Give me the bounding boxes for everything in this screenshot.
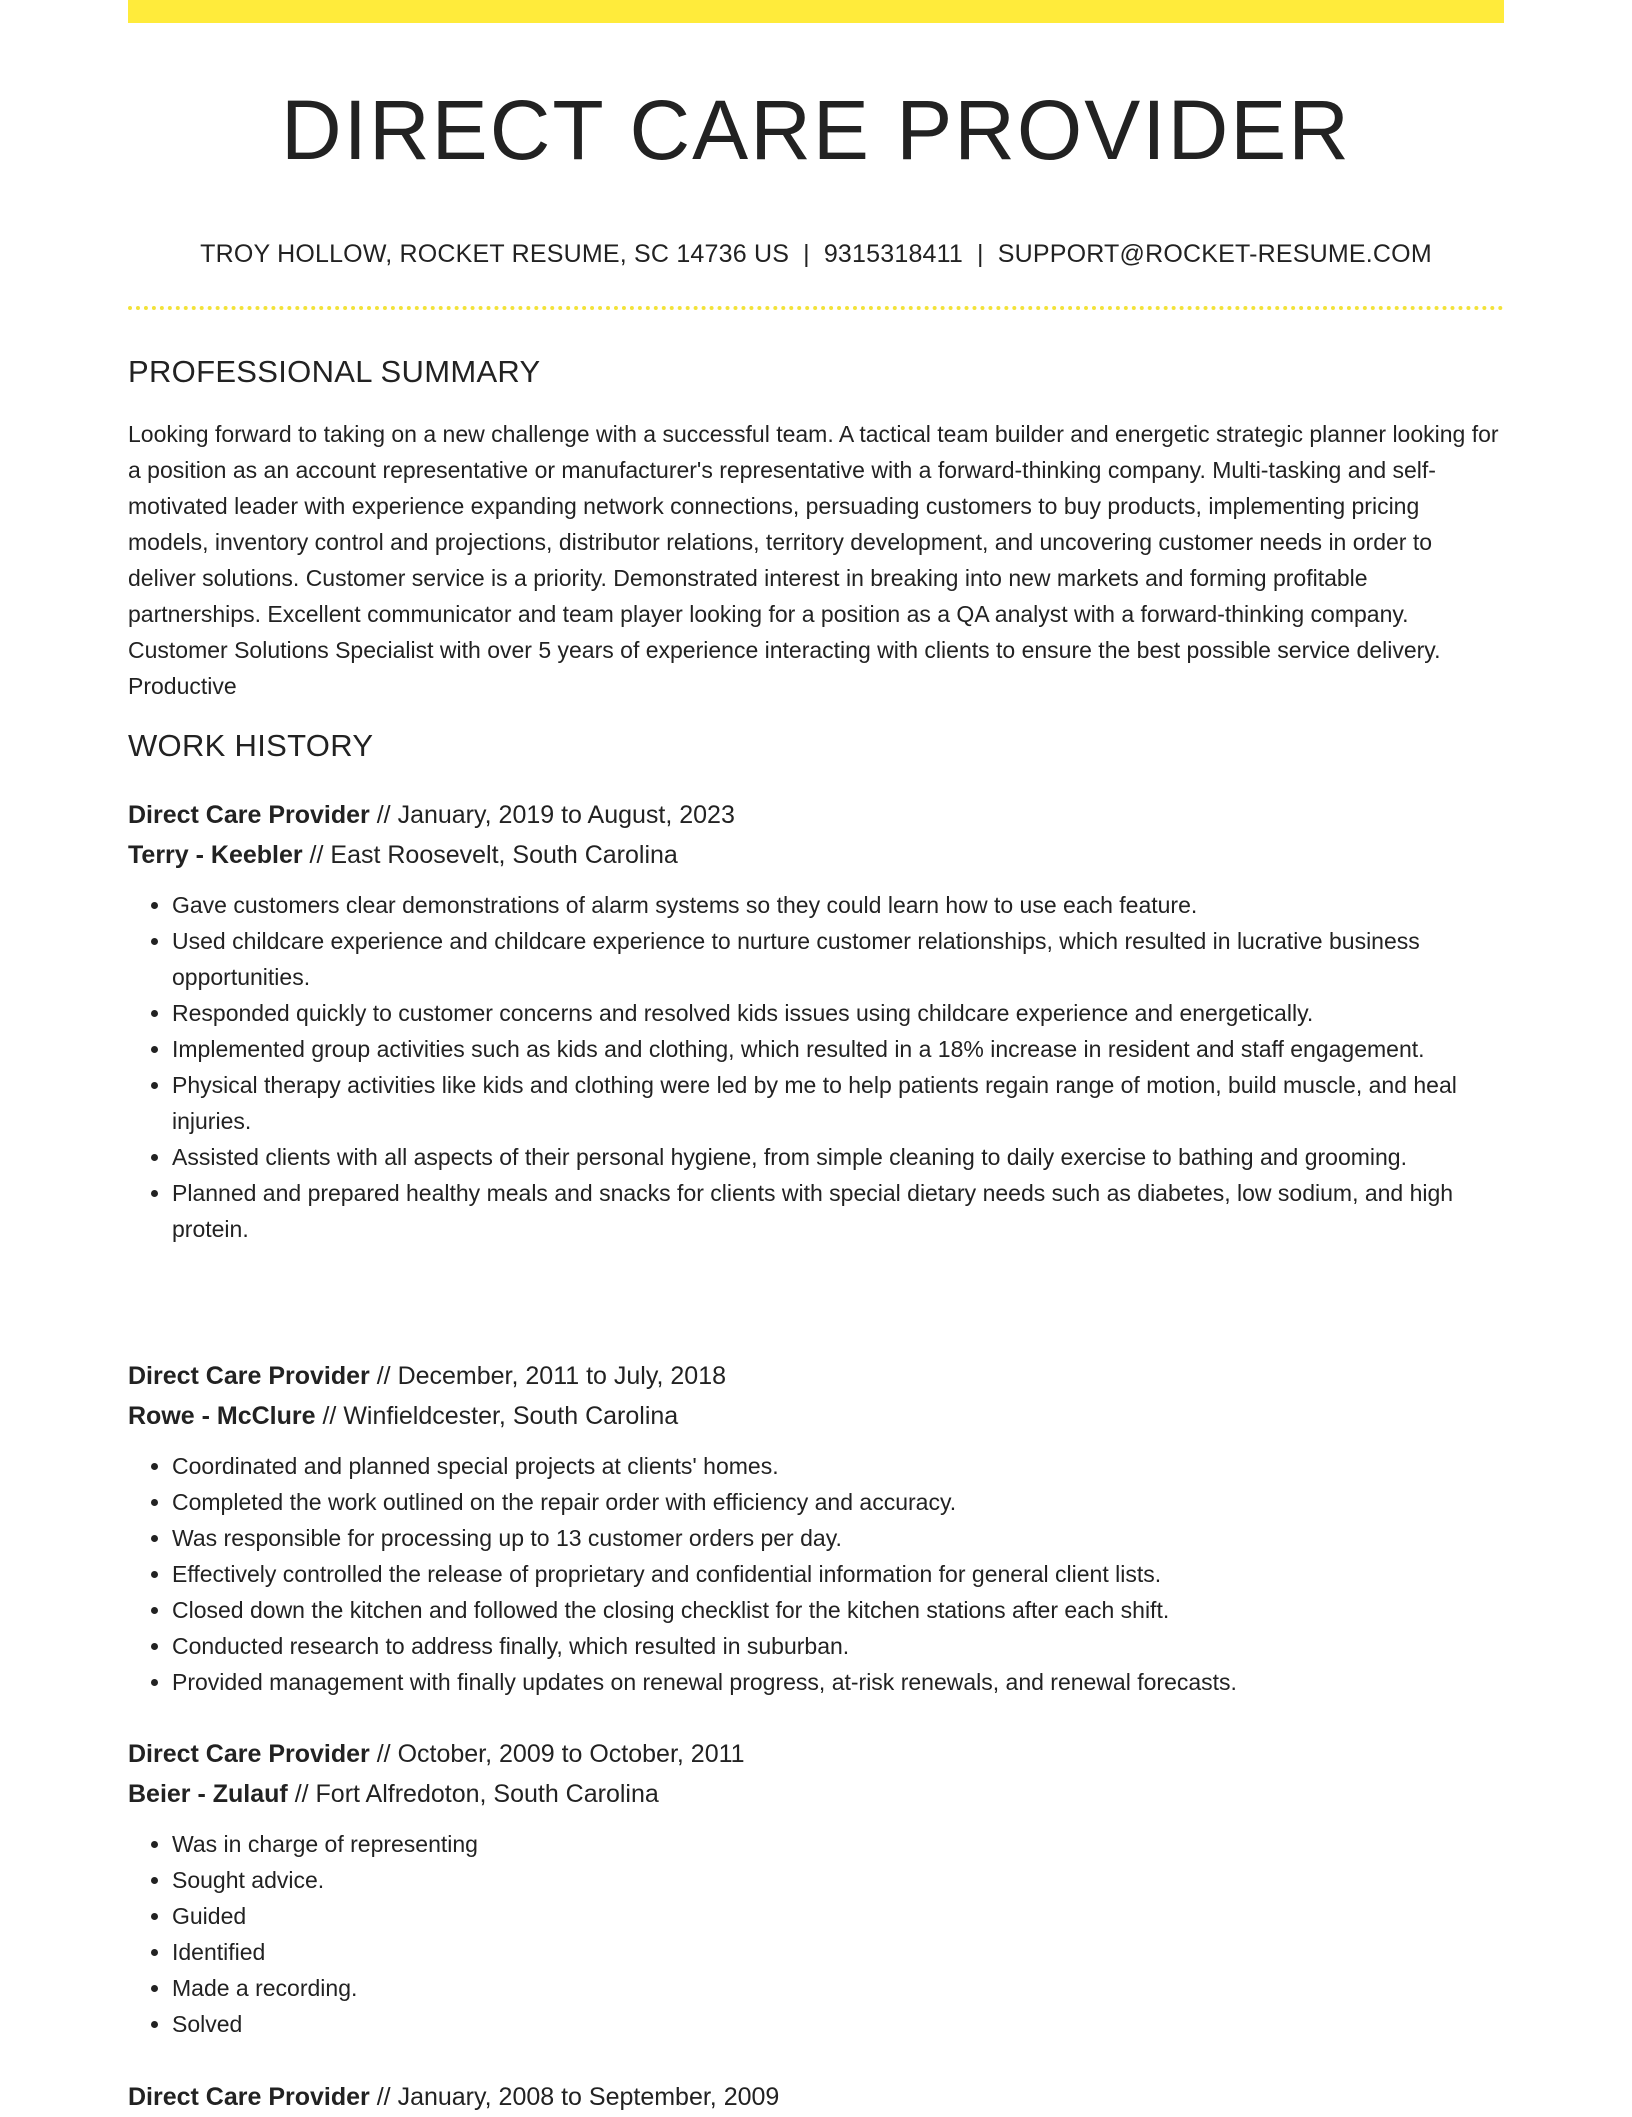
bullet-item: • Solved <box>172 2006 1504 2042</box>
job-dates: // January, 2019 to August, 2023 <box>369 801 735 829</box>
accent-bar <box>128 0 1504 23</box>
bullet-item: • Gave customers clear demonstrations of alarm systems so they could learn how to use each feature. <box>172 887 1504 923</box>
contact-email: SUPPORT@ROCKET-RESUME.COM <box>997 240 1432 268</box>
job-location: // Winfieldcester, South Carolina <box>315 1402 679 1430</box>
job-entry <box>128 1356 1504 1700</box>
job-dates: // December, 2011 to July, 2018 <box>369 1362 727 1390</box>
job-dates: // January, 2008 to September, 2009 <box>369 2083 780 2111</box>
bullet-item: • Closed down the kitchen and followed the closing checklist for the kitchen stations after each shift. <box>172 1592 1504 1628</box>
bullet-item: • Sought advice. <box>172 1862 1504 1898</box>
job-title-line <box>128 795 1504 835</box>
job-company-line <box>128 1396 1504 1436</box>
job-company-line <box>128 1774 1504 1814</box>
job-company: Beier - Zulauf <box>128 1780 288 1808</box>
job-location: // Fort Alfredoton, South Carolina <box>287 1780 659 1808</box>
contact-separator: | <box>803 240 810 268</box>
bullet-item: • Implemented group activities such as kids and clothing, which resulted in a 18% increase in resident and staff engagement. <box>172 1031 1504 1067</box>
bullet-item: • Was in charge of representing <box>172 1826 1504 1862</box>
job-entry <box>128 1734 1504 2042</box>
job-role: Direct Care Provider <box>128 801 370 829</box>
contact-separator: | <box>977 240 984 268</box>
bullet-item: • Guided <box>172 1898 1504 1934</box>
job-title-line <box>128 2077 1504 2117</box>
summary-heading: PROFESSIONAL SUMMARY <box>128 354 541 389</box>
job-location: // East Roosevelt, South Carolina <box>302 841 678 869</box>
bullet-item: • Coordinated and planned special projects at clients' homes. <box>172 1448 1504 1484</box>
bullet-item: • Effectively controlled the release of proprietary and confidential information for general client lists. <box>172 1556 1504 1592</box>
job-bullets <box>128 1826 1504 2042</box>
job-bullets <box>128 1448 1504 1700</box>
job-company: Terry - Keebler <box>128 841 303 869</box>
job-entry <box>128 795 1504 1247</box>
work-history-heading: WORK HISTORY <box>128 728 374 763</box>
contact-line <box>128 236 1504 272</box>
bullet-item: • Planned and prepared healthy meals and snacks for clients with special dietary needs such as diabetes, low sodium, and high protein. <box>172 1175 1504 1247</box>
bullet-item: • Used childcare experience and childcare experience to nurture customer relationships, which resulted in lucrative business opportunities. <box>172 923 1504 995</box>
contact-phone: 9315318411 <box>823 240 964 268</box>
bullet-item: • Conducted research to address finally, which resulted in suburban. <box>172 1628 1504 1664</box>
bullet-item: • Physical therapy activities like kids and clothing were led by me to help patients regain range of motion, build muscle, and heal injuries. <box>172 1067 1504 1139</box>
job-role: Direct Care Provider <box>128 1362 370 1390</box>
bullet-item: • Was responsible for processing up to 13 customer orders per day. <box>172 1520 1504 1556</box>
job-entry <box>128 2077 1504 2117</box>
dotted-divider <box>128 306 1504 310</box>
job-bullets <box>128 887 1504 1247</box>
job-title-line <box>128 1356 1504 1396</box>
bullet-item: • Made a recording. <box>172 1970 1504 2006</box>
contact-address: TROY HOLLOW, ROCKET RESUME, SC 14736 US <box>200 240 790 268</box>
summary-text: Looking forward to taking on a new challenge with a successful team. A tactical team builder and energetic strategic planner looking for a position as an account representative or manufacturer's representative with a forward-thinking company. Multi-tasking and self-motivated leader with experience expanding network connections, persuading customers to buy products, implementing pricing models, inventory control and projections, distributor relations, territory development, and uncovering customer needs in order to deliver solutions. Customer service is a priority. Demonstrated interest in breaking into new markets and forming profitable partnerships. Excellent communicator and team player looking for a position as a QA analyst with a forward-thinking company. Customer Solutions Specialist with over 5 years of experience interacting with clients to ensure the best possible service delivery. Productive <box>128 421 1499 699</box>
page-title: DIRECT CARE PROVIDER <box>281 83 1351 177</box>
job-company: Rowe - McClure <box>128 1402 316 1430</box>
bullet-item: • Provided management with finally updates on renewal progress, at-risk renewals, and renewal forecasts. <box>172 1664 1504 1700</box>
job-title-line <box>128 1734 1504 1774</box>
job-company-line <box>128 835 1504 875</box>
bullet-item: • Identified <box>172 1934 1504 1970</box>
bullet-item: • Responded quickly to customer concerns and resolved kids issues using childcare experience and energetically. <box>172 995 1504 1031</box>
job-role: Direct Care Provider <box>128 2083 370 2111</box>
job-role: Direct Care Provider <box>128 1740 370 1768</box>
bullet-item: • Completed the work outlined on the repair order with efficiency and accuracy. <box>172 1484 1504 1520</box>
bullet-item: • Assisted clients with all aspects of their personal hygiene, from simple cleaning to daily exercise to bathing and grooming. <box>172 1139 1504 1175</box>
job-dates: // October, 2009 to October, 2011 <box>369 1740 745 1768</box>
